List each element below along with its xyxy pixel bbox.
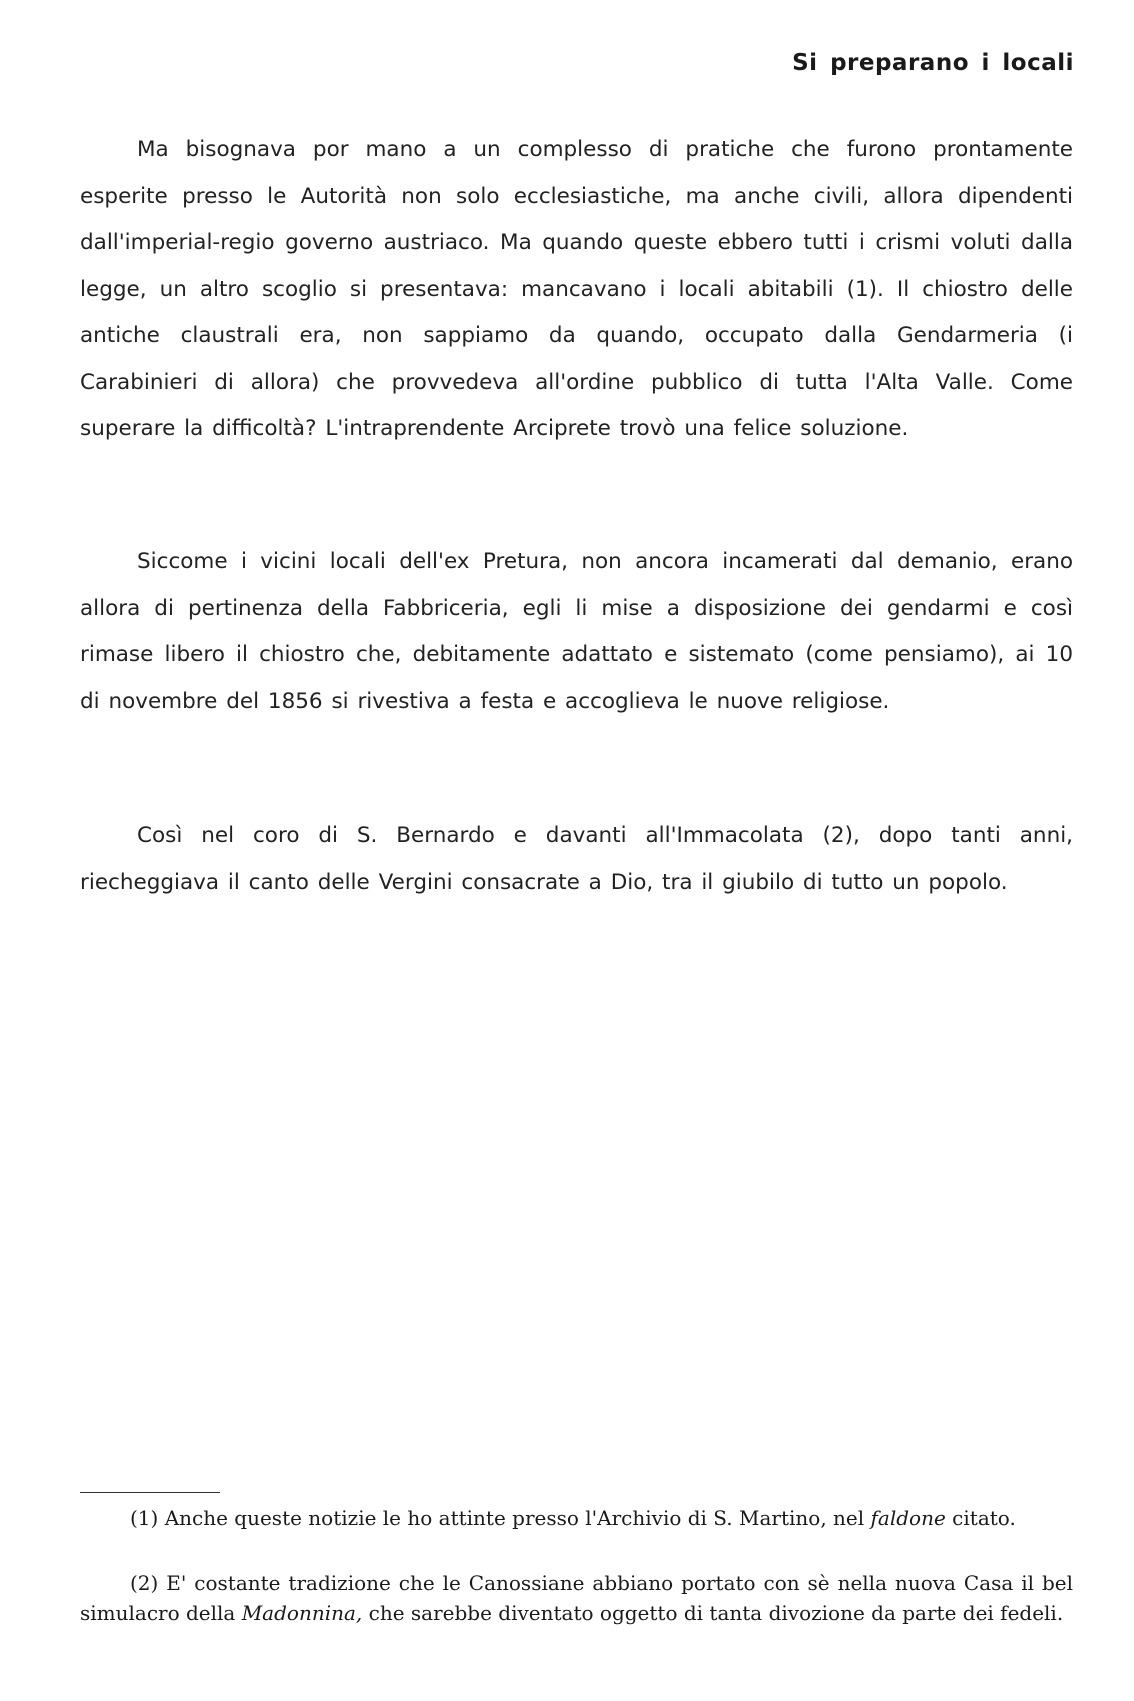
running-head: Si preparano i locali — [792, 50, 1074, 76]
footnote-separator — [80, 1492, 220, 1493]
footnote-1-text: (1) Anche queste notizie le ho attinte presso l'Archivio di S. Martino, nel — [130, 1506, 871, 1530]
footnote-2 — [80, 1568, 1073, 1628]
footnote-2-italic: Madonnina, — [241, 1601, 363, 1625]
footnote-1-text-end: citato. — [945, 1506, 1016, 1530]
footnote-2-text-end: che sarebbe diventato oggetto di tanta divozione da parte dei fedeli. — [362, 1601, 1064, 1625]
footnote-1 — [80, 1503, 1073, 1533]
paragraph-3: Così nel coro di S. Bernardo e davanti all'Immacolata (2), dopo tanti anni, riecheggiava il canto delle Vergini consacrate a Dio, tra il giubilo di tutto un popolo. — [80, 823, 1073, 895]
paragraph-1: Ma bisognava por mano a un complesso di pratiche che furono prontamente esperite presso le Autorità non solo ecclesiastiche, ma anche civili, allora dipendenti dall'imperial-regio governo austriaco. Ma quando queste ebbero tutti i crismi voluti dalla legge, un altro scoglio si presentava: mancavano i locali abitabili (1). Il chiostro delle antiche claustrali era, non sappiamo da quando, occupato dalla Gendarmeria (i Carabinieri di allora) che provvedeva all'ordine pubblico di tutta l'Alta Valle. Come superare la difficoltà? L'intraprendente Arciprete trovò una felice soluzione. — [80, 137, 1073, 441]
footnote-1-italic: faldone — [870, 1506, 946, 1530]
paragraph-2: Siccome i vicini locali dell'ex Pretura, non ancora incamerati dal demanio, erano allora di pertinenza della Fabbriceria, egli li mise a disposizione dei gendarmi e così rimase libero il chiostro che, debitamente adattato e sistemato (come pensiamo), ai 10 di novembre del 1856 si rivestiva a festa e accoglieva le nuove religiose. — [80, 549, 1073, 714]
footnote-2-text: (2) E' costante tradizione che le Canossiane abbiano portato con sè nella nuova Casa il bel simulacro della — [80, 1571, 1073, 1625]
